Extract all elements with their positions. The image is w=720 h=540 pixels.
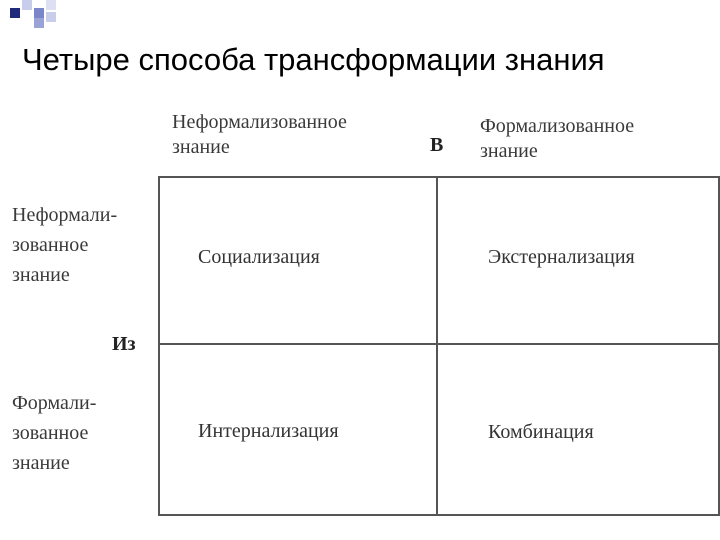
deco-square [22,0,32,10]
cell-internalization: Интернализация [198,420,339,442]
row-header-formal [12,388,96,478]
column-header-line: Формализованное [480,115,635,137]
grid-divider-horizontal [158,343,720,345]
row-header-line: Формали- [12,392,97,414]
column-header-line: знание [480,140,538,162]
knowledge-matrix [0,100,720,540]
grid-border-bottom [158,514,720,516]
cell-combination: Комбинация [488,421,594,443]
column-header-line: знание [172,136,230,158]
column-header-line: Неформализованное [172,111,347,133]
deco-square [46,12,56,22]
row-header-informal [12,200,117,290]
deco-square [10,8,20,18]
column-header-informal [172,110,347,160]
grid-border-top [158,176,720,178]
grid-border-left [158,176,160,516]
row-header-line: зованное [12,234,89,256]
deco-square [34,8,44,18]
slide-decoration [0,0,80,30]
from-marker: Из [112,333,136,355]
row-header-line: Неформали- [12,204,118,226]
grid-divider-vertical [436,176,438,516]
to-marker: В [430,134,444,156]
deco-square [46,0,56,10]
cell-socialization: Социализация [198,246,320,268]
column-header-formal [480,114,634,164]
cell-externalization: Экстернализация [488,246,635,268]
deco-square [34,18,44,28]
slide-title: Четыре способа трансформации знания [22,42,605,77]
row-header-line: знание [12,264,70,286]
row-header-line: знание [12,452,70,474]
row-header-line: зованное [12,422,89,444]
